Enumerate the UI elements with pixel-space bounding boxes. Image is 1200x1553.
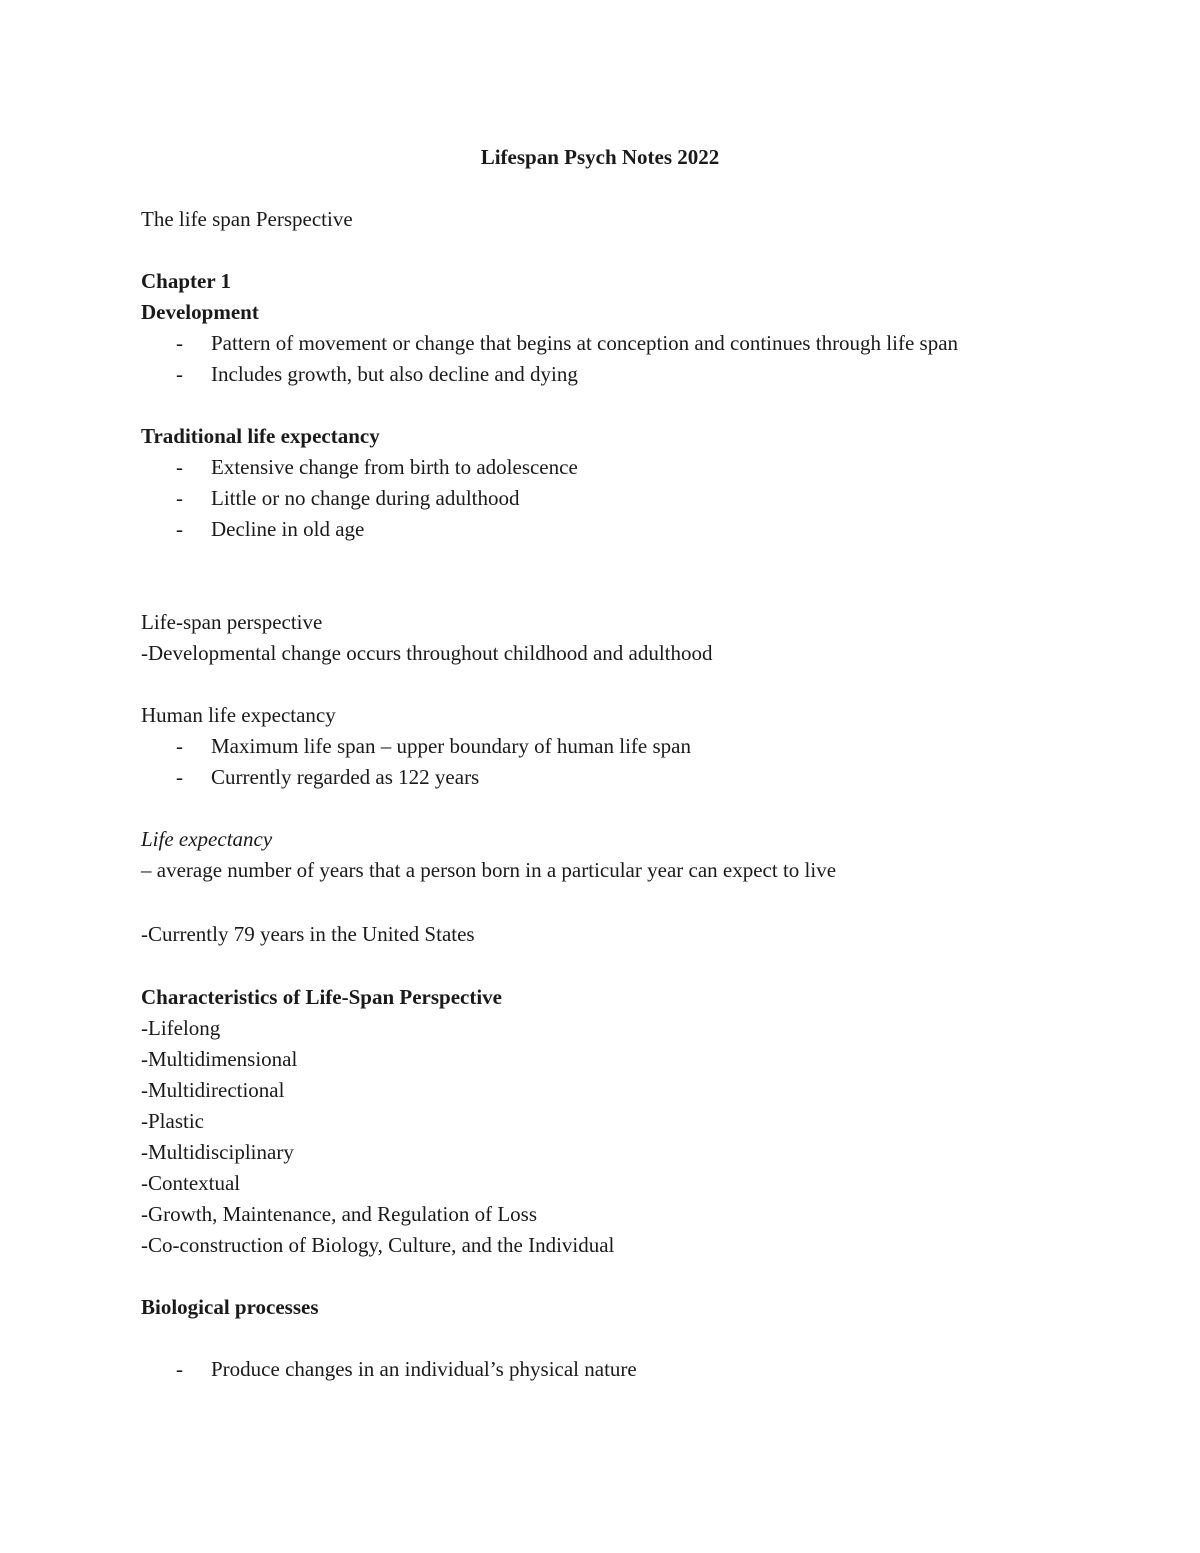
bullet-text: Decline in old age (211, 517, 365, 541)
list-item: -Multidimensional (141, 1047, 298, 1071)
life-expectancy-definition: – average number of years that a person born in a particular year can expect to live (141, 858, 837, 882)
bullet-text: Little or no change during adulthood (211, 486, 520, 510)
document-title: Lifespan Psych Notes 2022 (480, 145, 720, 169)
bullet-text: Includes growth, but also decline and dying (211, 362, 578, 386)
bullet-dash: - (176, 455, 183, 479)
bullet-dash: - (176, 486, 183, 510)
characteristics-heading: Characteristics of Life-Span Perspective (141, 985, 502, 1009)
development-heading: Development (141, 300, 259, 324)
list-item: -Plastic (141, 1109, 204, 1133)
bullet-dash: - (176, 765, 183, 789)
human-life-expectancy-heading: Human life expectancy (141, 703, 336, 727)
bullet-dash: - (176, 1357, 183, 1381)
document-subtitle: The life span Perspective (141, 207, 353, 231)
bullet-dash: - (176, 734, 183, 758)
list-item: -Multidisciplinary (141, 1140, 294, 1164)
bullet-dash: - (176, 517, 183, 541)
list-item: -Growth, Maintenance, and Regulation of Loss (141, 1202, 537, 1226)
list-item: -Co-construction of Biology, Culture, and the Individual (141, 1233, 615, 1257)
biological-heading: Biological processes (141, 1295, 319, 1319)
bullet-text: Currently regarded as 122 years (211, 765, 480, 789)
life-expectancy-note: -Currently 79 years in the United States (141, 922, 475, 946)
bullet-text: Produce changes in an individual’s physical nature (211, 1357, 637, 1381)
chapter-heading: Chapter 1 (141, 269, 232, 293)
list-item: -Contextual (141, 1171, 241, 1195)
lifespan-perspective-line: -Developmental change occurs throughout childhood and adulthood (141, 641, 713, 665)
bullet-text: Maximum life span – upper boundary of human life span (211, 734, 691, 758)
lifespan-perspective-heading: Life-span perspective (141, 610, 323, 634)
bullet-dash: - (176, 331, 183, 355)
bullet-text: Extensive change from birth to adolescence (211, 455, 578, 479)
list-item: -Multidirectional (141, 1078, 285, 1102)
list-item: -Lifelong (141, 1016, 221, 1040)
traditional-heading: Traditional life expectancy (141, 424, 380, 448)
life-expectancy-heading: Life expectancy (141, 827, 273, 851)
bullet-text: Pattern of movement or change that begins at conception and continues through life span (211, 331, 959, 355)
bullet-dash: - (176, 362, 183, 386)
